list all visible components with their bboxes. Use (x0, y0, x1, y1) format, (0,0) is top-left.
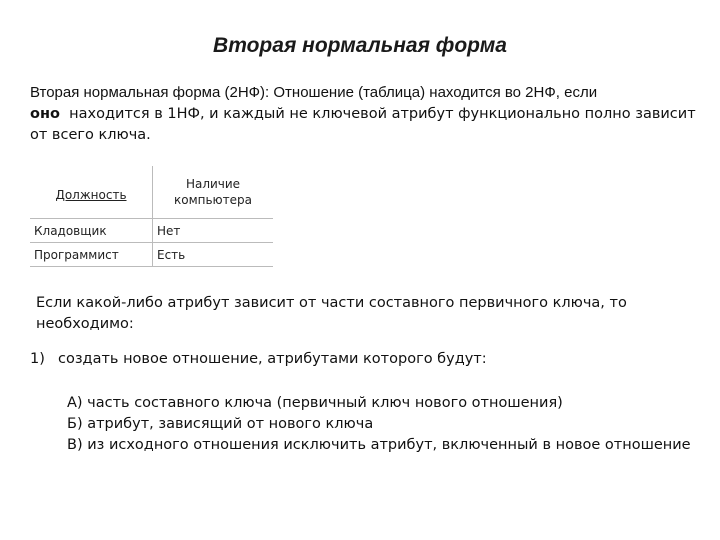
table-row (30, 219, 273, 243)
definition-line-2 (30, 104, 700, 125)
table-cell: Есть (153, 243, 274, 267)
table-cell: Кладовщик (30, 219, 153, 243)
sub-list (67, 393, 707, 456)
numbered-list-item (30, 349, 690, 370)
table-header-row (30, 166, 273, 219)
definition-line-3: от всего ключа. (30, 127, 151, 143)
definition-line-1 (30, 82, 700, 104)
table-header-computer-line-2: компьютера (173, 193, 252, 207)
condition-line-1: Если какой-либо атрибут зависит от части составного первичного ключа, то (36, 295, 627, 311)
table-header-position: Должность (30, 166, 153, 219)
slide-title: Вторая нормальная форма (213, 34, 507, 57)
sub-list-item: Б) атрибут, зависящий от нового ключа (67, 416, 374, 432)
list-number: 1) (30, 351, 45, 367)
table-header-computer (153, 166, 274, 219)
definition-bold-word: оно (30, 106, 60, 122)
sub-list-item: А) часть составного ключа (первичный ключ нового отношения) (67, 395, 563, 411)
list-item-text: создать новое отношение, атрибутами которого будут: (58, 351, 487, 367)
table-cell: Нет (153, 219, 274, 243)
example-table (30, 166, 273, 267)
condition-line-2: необходимо: (36, 316, 134, 332)
definition-lead: Вторая нормальная форма (2НФ): Отношение (таблица) находится во 2НФ, если (30, 84, 598, 101)
table-row (30, 243, 273, 267)
definition-paragraph (30, 82, 700, 146)
table-header-computer-line-1: Наличие (185, 177, 241, 191)
table-cell: Программист (30, 243, 153, 267)
sub-list-item: В) из исходного отношения исключить атрибут, включенный в новое отношение (67, 437, 691, 453)
definition-line-2-text: находится в 1НФ, и каждый не ключевой атрибут функционально полно зависит (59, 106, 696, 122)
condition-paragraph (36, 293, 696, 335)
